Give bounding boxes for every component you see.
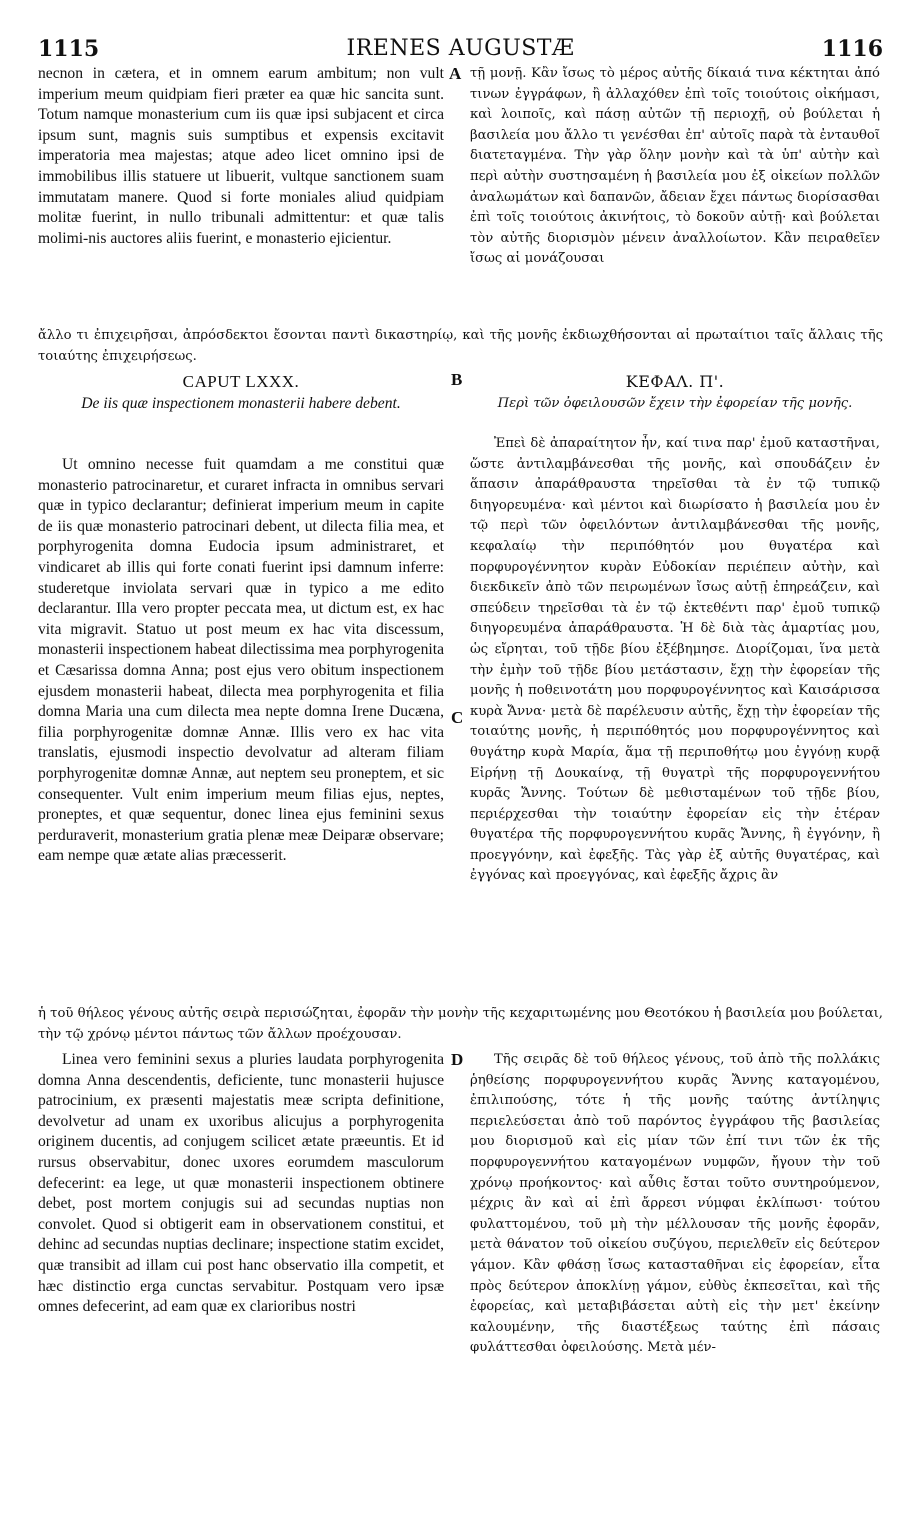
greek-chapter-title: ΚΕΦΑΛ. Π'. (625, 372, 725, 391)
latin-chapter-title: CAPUT LXXX. (182, 372, 300, 391)
greek-paragraph: Τῆς σειρᾶς δὲ τοῦ θήλεος γένους, τοῦ ἀπὸ τῆς πολλάκις ῥηθείσης πορφυρογεννήτου κυρᾶς Ἄννης καταγομένου, ἐπιλιπούσης, τότε ἡ τῆς μονῆς ταύτης ἀντίληψις περιελεύσεται ἀπὸ τοῦ παρόντος ἐγγράφου τῆς βασιλείας μου διορισμοῦ καὶ εἰς μίαν τῶν ἐπί τινι τῶν ἐκ τῆς πορφυρογεννήτου καταγομένων νυμφῶν, ἤγουν τὴν τοῦ χρόνῳ προήκοντος· καὶ αὖθις ἔσται τοῦτο συντηρούμενον, μέχρις ἂν καὶ αἱ ἐπὶ ἄρρεσι νύμφαι ἐκλίπωσι· τούτου φυλαττομένου, τοῦ μὴ τὴν μέλλουσαν τῆς μονῆς ἐφορᾶν, μετὰ θάνατον τοῦ οἰκείου συζύγου, περιελθεῖν εἰς δεύτερον γάμον. Κἂν φθάσῃ ἴσως κατασταθῆναι εἰς ἐφορείαν, εἶτα πρὸς δεύτερον ἀποκλίνῃ γάμον, εὐθὺς ἐκπεσεῖται, καὶ τῆς ἐφορείας, καὶ μεταβιβάσεται αὐτὴ εἰς τὴν μετ' ἐκείνην καλουμένην, τῆς διαστέξεως ταύτης ἐπὶ πάσαις φυλάττεσθαι ὀφειλούσης. Μετὰ μέν- (470, 1052, 880, 1356)
latin-column-section-a (38, 64, 444, 326)
greek-paragraph: Ἐπεὶ δὲ ἀπαραίτητον ἦν, καί τινα παρ' ἐμοῦ καταστῆναι, ὥστε ἀντιλαμβάνεσθαι τῆς μονῆς, καὶ σπουδάζειν ἐν ἅπασιν ἀπαράθραυστα τηρεῖσθαι τὰ ἐν τῷ τυπικῷ διηγορευμένα· καὶ μέντοι καὶ διωρίσατο ἡ βασιλεία μου ἐν τῷ περὶ τῶν ὀφειλόντων ἀντιλαμβάνεσθαι τῆς μονῆς, κεφαλαίῳ τὴν περιπόθητόν μου θυγατέρα καὶ πορφυρογέννητον κυρὰν Εὐδοκίαν περιέπειν αὐτὴν, καὶ διεκδικεῖν ἀπὸ τῶν πειρωμένων ἴσως αὐτῇ ἐπηρεάζειν, καὶ σπεύδειν τηρεῖσθαι τὰ ἐν τῷ ἐκτεθέντι παρ' ἐμοῦ τυπικῷ διηγορευμένα ἀπαράθραυστα. Ἡ δὲ διὰ τὰς ἁμαρτίας μου, ὡς εἴρηται, τοῦ τῇδε βίου ἐξέβημησε. Διορίζομαι, ἵνα μετὰ τὴν ἐμὴν τοῦ τῇδε βίου μετάστασιν, ἔχῃ τὴν ἐφορείαν τῆς μονῆς ἡ ποθεινοτάτη μου πορφυρογέννητος καὶ Καισάρισσα κυρὰ Ἄννα· μετὰ δὲ παρέλευσιν αὐτῆς, ἔχῃ τὴν ἐφορείαν τῆς τοιαύτης μονῆς, ἡ περιπόθητός μου πορφυρογέννητος καὶ θυγάτηρ κυρὰ Μαρία, ἅμα τῇ περιποθήτῳ μου ἐγγόνῃ κυρᾷ Εἰρήνῃ τῇ Δουκαίνᾳ, τῇ θυγατρὶ τῆς πορφυρογεννήτου κυρᾶς Ἄννης. Τούτων δὲ μεθισταμένων τοῦ τῇδε βίου, περιέρχεσθαι τὴν τοιαύτην ἐφορείαν εἰς τὴν ἑτέραν θυγατέρα τῆς πορφυρογεννήτου κυρᾶς Ἄννης, ἢ ἐγγόνην, ἢ προεγγόνην, καὶ ἐφεξῆς. Τὰς γὰρ ἐξ αὐτῆς θυγατέρας, καὶ ἐγγόνας καὶ προεγγόνας, καὶ ἐφεξῆς ἄχρις ἂν (470, 436, 880, 884)
margin-letter-a: A (449, 64, 462, 83)
greek-column-section-b (470, 434, 880, 1004)
margin-letter-d: D (451, 1050, 464, 1069)
latin-column-section-b (38, 455, 444, 1003)
greek-bridge-text-b (38, 1004, 883, 1046)
latin-paragraph: Ut omnino necesse fuit quamdam a me constitui quæ monasterio patrocinaretur, et curaret infracta in omnibus servari quæ in typico declarantur; definierat imperium meum in capite de iis quæ monasterio patrocinari debent, ut dilecta filia mea, et porphyrogenita domna Eudocia ipsum administraret, et vindicaret ab illis qui forte conati fuerint ipsi damnum inferre: studeretque inviolata servari quæ in typico a me edito declarantur. Illa vero propter peccata mea, ut dictum est, ex hac vita migravit. Statuo ut post meum ex hac vita discessum, monasterii inspectionem habeat dilectissima mea porphyrogenita et Cæsarissa domna Anna; post ejus vero obitum inspectionem ejusdem monasterii habeat, dilecta mea porphyrogenita et filia domna Maria una cum dilecta mea nepte domna Irene Ducæna, filia porphyrogenitæ domnæ Annæ. Illis vero ex hac vita translatis, ejusmodi inspectio devolvatur ad alteram filiam porphyrogenitæ domnæ Annæ, aut neptem seu proneptem, et sic consequenter. Vult enim imperium meum filias ejus, neptes, proneptes, et quæ sequentur, donec linea ejus feminini sexus perduraverit, monasterium gratia plenæ meæ Deiparæ observare; eam nempe quæ ætate alias præcesserit. (38, 456, 444, 865)
latin-paragraph: Linea vero feminini sexus a pluries laudata porphyrogenita domna Anna descendentis, deficiente, tunc monasterii hujusce patrocinium, ex præsenti majestatis meæ scripta definitione, devolvetur ad unam ex uxoribus alicujus a porphyrogenita originem ducentis, ad conjugem scilicet ætate præeuntis. Et id rursus observabitur, donec uxores eorumdem masculorum defecerint: ea lege, ut quæ monasterii inspectionem obtinere debet, post mortem conjugis sui ad secundas nuptias non convolet. Quod si obtigerit eam in observationem constitui, et dehinc ad secundas nuptias declinare; inspectione statim excidet, quæ transibit ad illam cui post hanc observatio illa competit, et hæc distinctio erga cunctas servabitur. Postquam vero ipsæ omnes defecerint, ad eam quæ ex clarioribus nostri (38, 1051, 444, 1316)
page-number-right: 1116 (821, 36, 883, 62)
page-number-left: 1115 (38, 36, 100, 62)
greek-chapter-subtitle: Περὶ τῶν ὀφειλουσῶν ἔχειν τὴν ἐφορείαν τῆς μονῆς. (497, 396, 853, 411)
greek-bridge-text-a (38, 326, 883, 368)
latin-paragraph: necnon in cætera, et in omnem earum ambitum; non vult imperium meum quidpiam fieri præter ea quæ hic sancita sunt. Totum namque monasterium cum iis quæ ipsi subjacent et circa ipsum sunt, magnis suis sumptibus et expensis excitavit imperatoria mea majestas; atque adeo licet omnino ipsi de immobilibus illis statuere ut libuerit, vultque sanctionem suam immutatam manere. Quod si forte moniales aliud quidpiam molitæ fuerint, in nullo tribunali admittentur: et quæ talis molimi-nis auctores aliis fuerint, e monasterio ejicientur. (38, 65, 444, 247)
greek-paragraph: τῇ μονῇ. Κἂν ἴσως τὸ μέρος αὐτῆς δίκαιά τινα κέκτηται ἀπό τινων ἐγγράφων, ἢ ἀλλαχόθεν ἐπὶ τοῖς τοιούτοις οἰκήμασι, καὶ λοιποῖς, καὶ πάσῃ αὐτῶν τῇ περιοχῇ, οὐ βούλεται ἡ βασιλεία μου ἄλλο τι γενέσθαι ἐπ' αὐτοῖς παρὰ τὰ ἐνταυθοῖ διατεταγμένα. Τὴν γὰρ ὅλην μονὴν καὶ τὰ ὑπ' αὐτὴν καὶ περὶ αὐτὴν συστησαμένη ἡ βασιλεία μου ἐξ οἰκείων πολλῶν ἀναλωμάτων καὶ δαπανῶν, ἄδειαν ἔχει πάντως διορίσασθαι ἐπὶ τοῖς τοιούτοις ἀκινήτοις, τὸ δοκοῦν αὐτῇ· καὶ βούλεται τὸν αὐτῆς διορισμὸν μένειν ἀναλλοίωτον. Κἂν πειραθεῖεν ἴσως αἱ μονάζουσαι (470, 66, 880, 267)
latin-chapter-subtitle: De iis quæ inspectionem monasterii habere debent. (81, 395, 401, 412)
greek-column-section-a (470, 64, 880, 326)
latin-column-section-d (38, 1050, 444, 1512)
running-title: IRENES AUGUSTÆ (346, 36, 575, 61)
greek-bridge-paragraph: ἄλλο τι ἐπιχειρῆσαι, ἀπρόσδεκτοι ἔσονται παντὶ δικαστηρίῳ, καὶ τῆς μονῆς ἐκδιωχθήσονται αἱ πρωταίτιοι ταῖς ἄλλαις τῆς τοιαύτης ἐπιχειρήσεως. (38, 328, 883, 364)
greek-column-section-d (470, 1050, 880, 1512)
margin-letter-b: B (451, 370, 463, 389)
page-header (38, 36, 883, 64)
margin-letter-c: C (451, 708, 464, 727)
greek-bridge-paragraph: ἡ τοῦ θήλεος γένους αὐτῆς σειρὰ περισώζηται, ἐφορᾶν τὴν μονὴν τῆς κεχαριτωμένης μου Θεοτόκου ἡ βασιλεία μου βούλεται, τὴν τῷ χρόνῳ μέντοι πάντως τῶν ἄλλων προέχουσαν. (38, 1006, 883, 1042)
